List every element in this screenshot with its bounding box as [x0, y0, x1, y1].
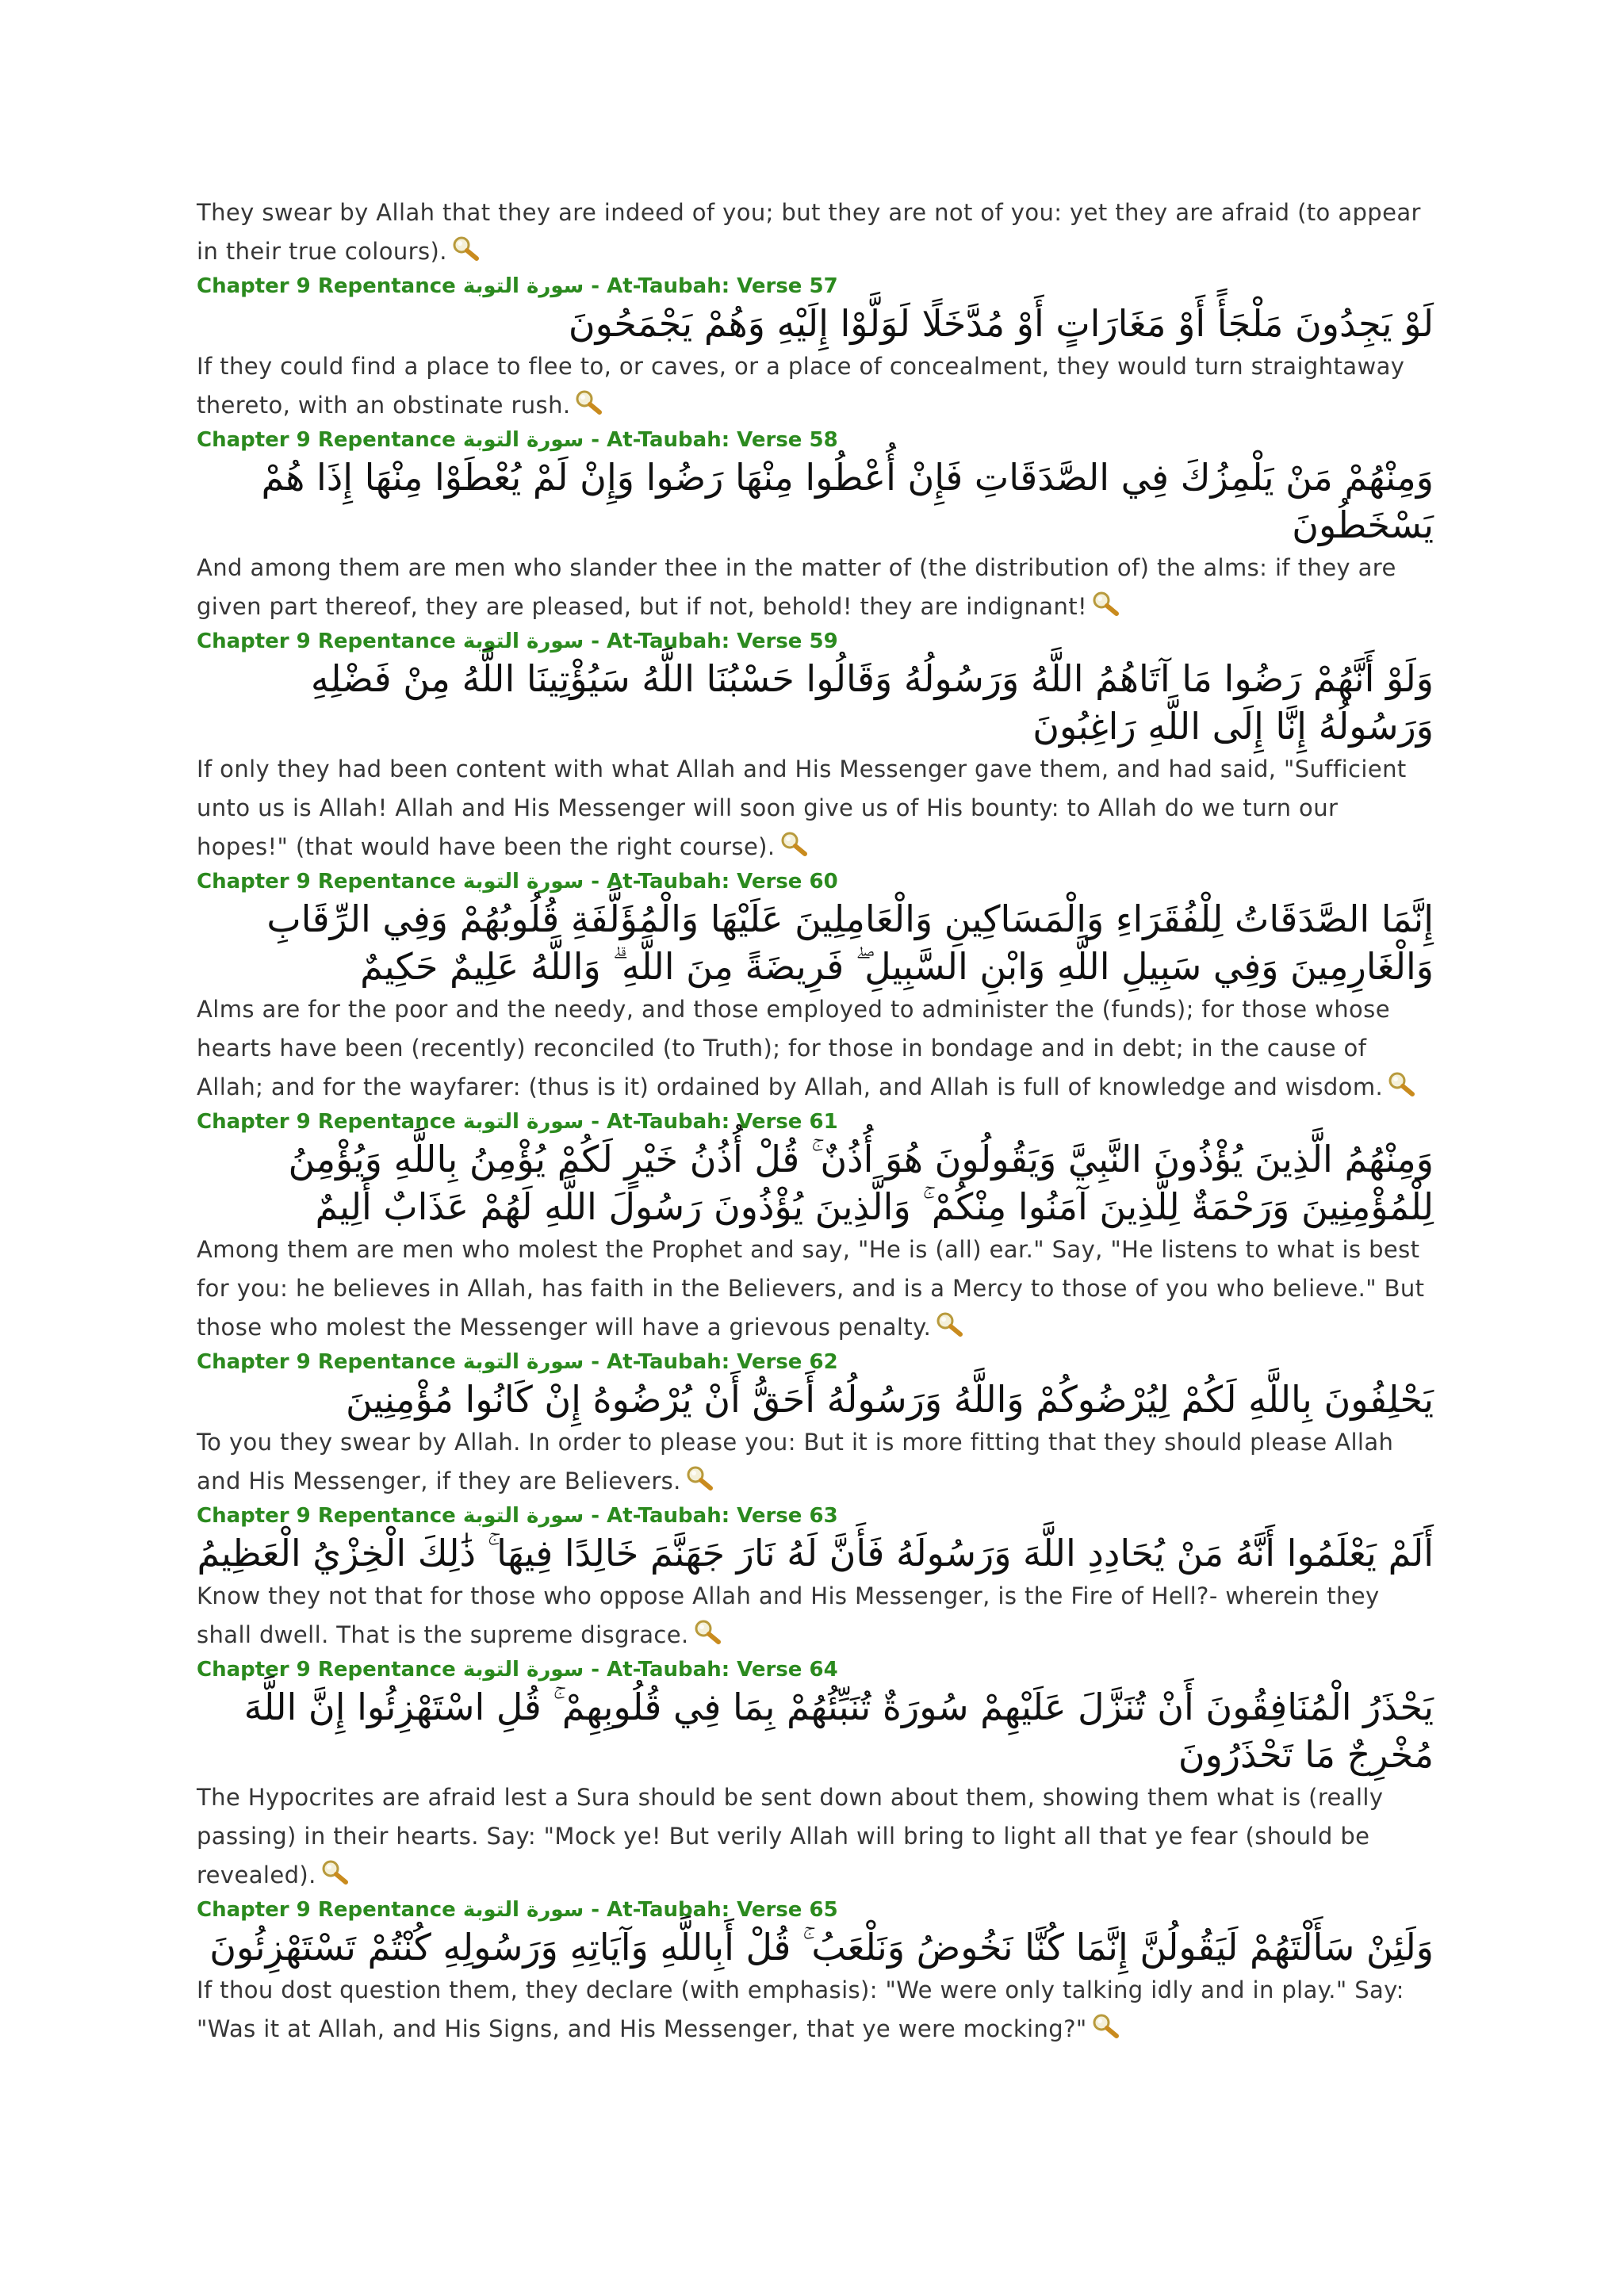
verse-block — [197, 1108, 1434, 1349]
translation-text: Alms are for the poor and the needy, and those employed to administer the (funds); for those whose hearts have been (recently) reconciled (to Truth); for those in bondage and in debt; in the cause of Allah; and for the wayfarer: (thus is it) ordained by Allah, and Allah is full of knowledge and wisdom. — [197, 996, 1390, 1100]
verse-block — [197, 1656, 1434, 1896]
heading-surah-arabic: سورة التوبة — [462, 1504, 584, 1528]
verse-block — [197, 628, 1434, 868]
heading-surah-arabic: سورة التوبة — [462, 1658, 584, 1682]
verse-arabic: يَحْذَرُ الْمُنَافِقُونَ أَنْ تُنَزَّلَ عَلَيْهِمْ سُورَةٌ تُنَبِّئُهُمْ بِمَا فِي قُلُوبِهِمْ ۚ قُلِ اسْتَهْزِئُوا إِنَّ اللَّهَ مُخْرِجٌ مَا تَحْذَرُونَ — [243, 1686, 1434, 1776]
heading-verse: - At-Taubah: Verse 64 — [584, 1658, 838, 1682]
verse-list — [197, 273, 1434, 2050]
translation-text: Among them are men who molest the Prophet and say, "He is (all) ear." Say, "He listens to what is best for you: he believes in Allah, has faith in the Believers, and is a Mercy to those of you who believe." But those who molest the Messenger will have a grievous penalty. — [197, 1236, 1425, 1341]
heading-verse: - At-Taubah: Verse 60 — [584, 870, 838, 894]
heading-surah-arabic: سورة التوبة — [462, 1350, 584, 1374]
heading-chapter: Chapter 9 Repentance — [197, 1898, 463, 1922]
heading-verse: - At-Taubah: Verse 61 — [584, 1110, 838, 1134]
verse-translation — [197, 347, 1434, 427]
heading-surah-arabic: سورة التوبة — [462, 1110, 584, 1134]
verse-translation — [197, 549, 1434, 628]
intro-translation — [197, 193, 1434, 273]
verse-heading[interactable] — [197, 868, 1434, 895]
heading-surah-arabic: سورة التوبة — [462, 629, 584, 653]
heading-chapter: Chapter 9 Repentance — [197, 1350, 463, 1374]
verse-heading[interactable] — [197, 1108, 1434, 1135]
magnifier-icon[interactable] — [1090, 589, 1122, 628]
magnifier-icon[interactable] — [1090, 2011, 1122, 2050]
magnifier-icon[interactable] — [450, 234, 482, 273]
heading-chapter: Chapter 9 Repentance — [197, 870, 463, 894]
magnifier-icon[interactable] — [692, 1617, 724, 1656]
heading-verse: - At-Taubah: Verse 63 — [584, 1504, 838, 1528]
verse-arabic: إِنَّمَا الصَّدَقَاتُ لِلْفُقَرَاءِ وَالْمَسَاكِينِ وَالْعَامِلِينَ عَلَيْهَا وَالْمُؤَلَّفَةِ قُلُوبُهُمْ وَفِي الرِّقَابِ وَالْغَارِمِينَ وَفِي سَبِيلِ اللَّهِ وَابْنِ السَّبِيلِ ۖ فَرِيضَةً مِنَ اللَّهِ ۗ وَاللَّهُ عَلِيمٌ حَكِيمٌ — [266, 897, 1434, 988]
verse-arabic: لَوْ يَجِدُونَ مَلْجَأً أَوْ مَغَارَاتٍ أَوْ مُدَّخَلًا لَوَلَّوْا إِلَيْهِ وَهُمْ يَجْمَحُونَ — [568, 302, 1434, 345]
translation-text: To you they swear by Allah. In order to please you: But it is more fitting that they should please Allah and His Messenger, if they are Believers. — [197, 1429, 1394, 1494]
heading-verse: - At-Taubah: Verse 58 — [584, 428, 838, 452]
translation-text: Know they not that for those who oppose Allah and His Messenger, is the Fire of Hell?- wherein they shall dwell. That is the supreme disgrace. — [197, 1582, 1380, 1648]
verse-block — [197, 1502, 1434, 1656]
verse-translation — [197, 1577, 1434, 1656]
magnifier-icon[interactable] — [1386, 1070, 1418, 1108]
translation-text: If only they had been content with what Allah and His Messenger gave them, and had said, "Sufficient unto us is Allah! Allah and His Messenger will soon give us of His bounty: to Allah do we turn our hopes!" (that would have been the right course). — [197, 756, 1407, 860]
magnifier-icon[interactable] — [934, 1310, 966, 1349]
verse-arabic: وَمِنْهُمُ الَّذِينَ يُؤْذُونَ النَّبِيَّ وَيَقُولُونَ هُوَ أُذُنٌ ۚ قُلْ أُذُنُ خَيْرٍ لَكُمْ يُؤْمِنُ بِاللَّهِ وَيُؤْمِنُ لِلْمُؤْمِنِينَ وَرَحْمَةٌ لِلَّذِينَ آمَنُوا مِنْكُمْ ۚ وَالَّذِينَ يُؤْذُونَ رَسُولَ اللَّهِ لَهُمْ عَذَابٌ أَلِيمٌ — [288, 1138, 1434, 1228]
verse-heading[interactable] — [197, 273, 1434, 300]
heading-verse: - At-Taubah: Verse 65 — [584, 1898, 838, 1922]
magnifier-icon[interactable] — [684, 1464, 716, 1502]
heading-verse: - At-Taubah: Verse 57 — [584, 274, 838, 298]
translation-text: If thou dost question them, they declare (with emphasis): "We were only talking idly and in play." Say: "Was it at Allah, and His Signs, and His Messenger, that ye were mocking?" — [197, 1976, 1404, 2042]
verse-translation — [197, 1423, 1434, 1502]
verse-translation — [197, 1230, 1434, 1349]
magnifier-icon[interactable] — [320, 1858, 351, 1896]
heading-surah-arabic: سورة التوبة — [462, 1898, 584, 1922]
verse-block — [197, 273, 1434, 427]
heading-chapter: Chapter 9 Repentance — [197, 1504, 463, 1528]
magnifier-icon[interactable] — [779, 829, 810, 868]
verse-block — [197, 427, 1434, 628]
heading-chapter: Chapter 9 Repentance — [197, 629, 463, 653]
heading-verse: - At-Taubah: Verse 59 — [584, 629, 838, 653]
heading-surah-arabic: سورة التوبة — [462, 428, 584, 452]
heading-surah-arabic: سورة التوبة — [462, 274, 584, 298]
verse-heading[interactable] — [197, 1896, 1434, 1923]
heading-surah-arabic: سورة التوبة — [462, 870, 584, 894]
verse-translation — [197, 990, 1434, 1108]
verse-translation — [197, 1971, 1434, 2050]
verse-heading[interactable] — [197, 427, 1434, 453]
verse-translation — [197, 750, 1434, 868]
verse-heading[interactable] — [197, 1349, 1434, 1376]
verse-arabic: أَلَمْ يَعْلَمُوا أَنَّهُ مَنْ يُحَادِدِ اللَّهَ وَرَسُولَهُ فَأَنَّ لَهُ نَارَ جَهَنَّمَ خَالِدًا فِيهَا ۚ ذَٰلِكَ الْخِزْيُ الْعَظِيمُ — [197, 1532, 1434, 1575]
quran-page — [197, 193, 1434, 2050]
translation-text: And among them are men who slander thee in the matter of (the distribution of) the alms: if they are given part thereof, they are pleased, but if not, behold! they are indignant! — [197, 554, 1396, 620]
verse-block — [197, 868, 1434, 1108]
verse-block — [197, 1896, 1434, 2050]
magnifier-icon[interactable] — [573, 388, 605, 427]
verse-heading[interactable] — [197, 1656, 1434, 1683]
verse-arabic: وَلَئِنْ سَأَلْتَهُمْ لَيَقُولُنَّ إِنَّمَا كُنَّا نَخُوضُ وَنَلْعَبُ ۚ قُلْ أَبِاللَّهِ وَآيَاتِهِ وَرَسُولِهِ كُنْتُمْ تَسْتَهْزِئُونَ — [209, 1926, 1434, 1969]
verse-heading[interactable] — [197, 1502, 1434, 1529]
verse-arabic: يَحْلِفُونَ بِاللَّهِ لَكُمْ لِيُرْضُوكُمْ وَاللَّهُ وَرَسُولُهُ أَحَقُّ أَنْ يُرْضُوهُ إِنْ كَانُوا مُؤْمِنِينَ — [346, 1378, 1434, 1421]
verse-heading[interactable] — [197, 628, 1434, 655]
heading-chapter: Chapter 9 Repentance — [197, 428, 463, 452]
heading-chapter: Chapter 9 Repentance — [197, 1110, 463, 1134]
heading-verse: - At-Taubah: Verse 62 — [584, 1350, 838, 1374]
verse-translation — [197, 1778, 1434, 1896]
verse-block — [197, 1349, 1434, 1502]
translation-text: They swear by Allah that they are indeed of you; but they are not of you: yet they are afraid (to appear in their true colours). — [197, 199, 1421, 265]
verse-arabic: وَلَوْ أَنَّهُمْ رَضُوا مَا آتَاهُمُ اللَّهُ وَرَسُولُهُ وَقَالُوا حَسْبُنَا اللَّهُ سَيُؤْتِينَا اللَّهُ مِنْ فَضْلِهِ وَرَسُولُهُ إِنَّا إِلَى اللَّهِ رَاغِبُونَ — [310, 657, 1434, 748]
heading-chapter: Chapter 9 Repentance — [197, 274, 463, 298]
verse-arabic: وَمِنْهُمْ مَنْ يَلْمِزُكَ فِي الصَّدَقَاتِ فَإِنْ أُعْطُوا مِنْهَا رَضُوا وَإِنْ لَمْ يُعْطَوْا مِنْهَا إِذَا هُمْ يَسْخَطُونَ — [261, 456, 1434, 546]
translation-text: If they could find a place to flee to, or caves, or a place of concealment, they would turn straightaway thereto, with an obstinate rush. — [197, 353, 1405, 419]
translation-text: The Hypocrites are afraid lest a Sura should be sent down about them, showing them what is (really passing) in their hearts. Say: "Mock ye! But verily Allah will bring to light all that ye fear (should be revealed). — [197, 1784, 1384, 1888]
heading-chapter: Chapter 9 Repentance — [197, 1658, 463, 1682]
